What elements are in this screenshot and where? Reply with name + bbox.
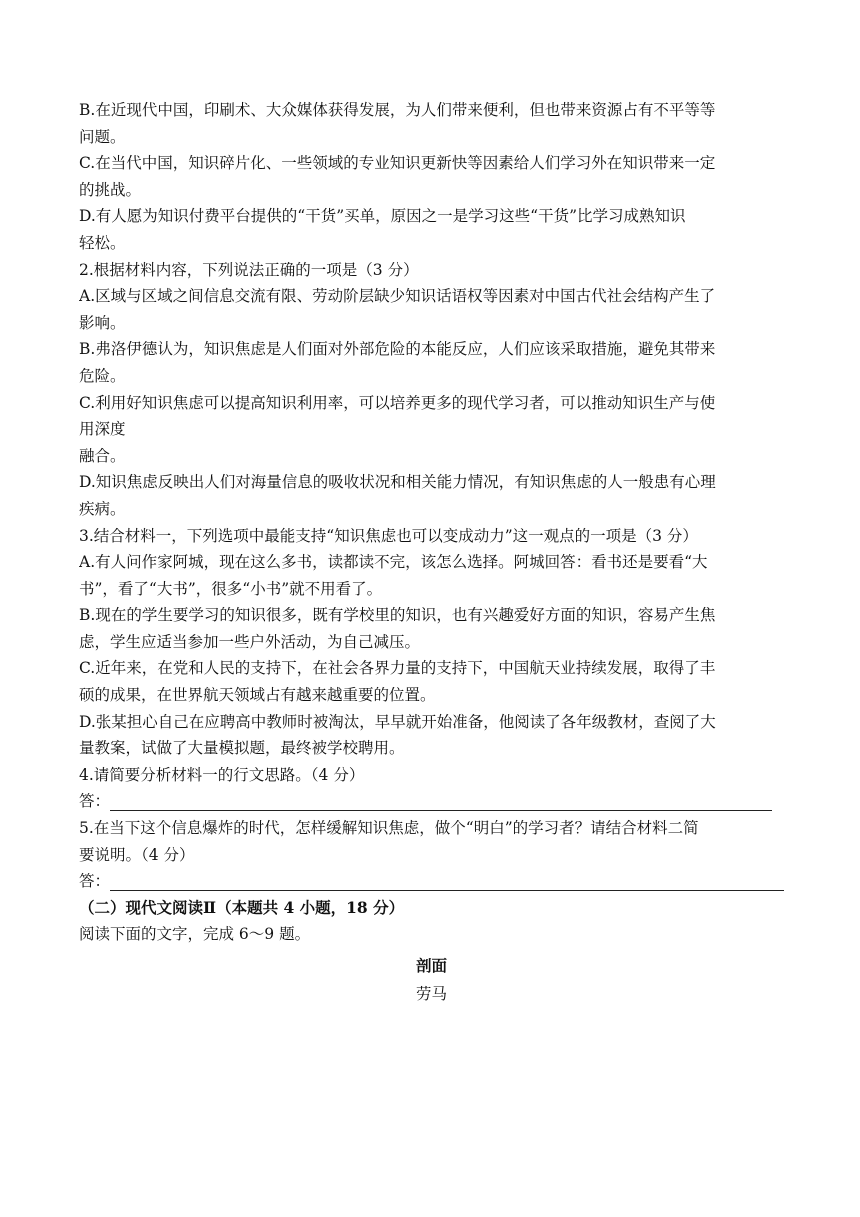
text-line: B.弗洛伊德认为，知识焦虑是人们面对外部危险的本能反应，人们应该采取措施，避免其带来 bbox=[79, 340, 716, 359]
text-line: 4.请简要分析材料一的行文思路。（4 分） bbox=[79, 765, 365, 784]
text-line: 轻松。 bbox=[79, 233, 126, 252]
text-line: 影响。 bbox=[79, 313, 126, 332]
text-line: 2.根据材料内容，下列说法正确的一项是（3 分） bbox=[79, 260, 419, 279]
text-line: D.有人愿为知识付费平台提供的“干货”买单，原因之一是学习这些“干货”比学习成熟知识 bbox=[79, 207, 686, 226]
article-author: 劳马 bbox=[415, 985, 447, 1003]
section-heading: （二）现代文阅读Ⅱ（本题共 4 小题，18 分） bbox=[79, 897, 405, 917]
text-line: 融合。 bbox=[79, 446, 126, 465]
text-line: 量教案，试做了大量模拟题，最终被学校聘用。 bbox=[79, 739, 405, 758]
text-line: A.区域与区域之间信息交流有限、劳动阶层缺少知识话语权等因素对中国古代社会结构产生了 bbox=[79, 287, 716, 306]
text-line: 问题。 bbox=[79, 127, 126, 146]
text-line: C.利用好知识焦虑可以提高知识利用率，可以培养更多的现代学习者，可以推动知识生产与使 bbox=[79, 393, 716, 412]
question-text-block bbox=[79, 97, 784, 788]
answer-line-q4[interactable] bbox=[79, 788, 784, 815]
text-line: 硕的成果，在世界航天领域占有越来越重要的位置。 bbox=[79, 686, 436, 705]
text-line: 书”，看了“大书”，很多“小书”就不用看了。 bbox=[79, 579, 383, 598]
answer-blank[interactable] bbox=[110, 870, 784, 891]
reading-instruction: 阅读下面的文字，完成 6～9 题。 bbox=[79, 925, 311, 944]
text-line: C.在当代中国，知识碎片化、一些领域的专业知识更新快等因素给人们学习外在知识带来一定 bbox=[79, 154, 716, 173]
text-line: A.有人问作家阿城，现在这么多书，读都读不完，该怎么选择。阿城回答：看书还是要看“大 bbox=[79, 553, 708, 572]
text-line: 虑，学生应适当参加一些户外活动，为自己减压。 bbox=[79, 632, 421, 651]
text-line: 疾病。 bbox=[79, 499, 126, 518]
answer-label: 答： bbox=[79, 792, 111, 811]
text-line: D.张某担心自己在应聘高中教师时被淘汰，早早就开始准备，他阅读了各年级教材，查阅了大 bbox=[79, 712, 716, 731]
text-line: 危险。 bbox=[79, 366, 126, 385]
text-line: 3.结合材料一，下列选项中最能支持“知识焦虑也可以变成动力”这一观点的一项是（3 分） bbox=[79, 526, 698, 545]
text-line: D.知识焦虑反映出人们对海量信息的吸收状况和相关能力情况，有知识焦虑的人一般患有心理 bbox=[79, 473, 716, 492]
answer-line-q5[interactable] bbox=[79, 868, 784, 895]
question-5-block bbox=[79, 815, 784, 868]
text-line: 用深度 bbox=[79, 420, 126, 439]
exam-page bbox=[79, 97, 784, 1008]
article-title: 剖面 bbox=[415, 956, 447, 975]
text-line: 5.在当下这个信息爆炸的时代，怎样缓解知识焦虑，做个“明白”的学习者？请结合材料二简 bbox=[79, 819, 699, 838]
text-line: B.在近现代中国，印刷术、大众媒体获得发展，为人们带来便利，但也带来资源占有不平等等 bbox=[79, 101, 716, 119]
text-line: 的挑战。 bbox=[79, 180, 142, 199]
answer-label: 答： bbox=[79, 872, 111, 891]
answer-blank[interactable] bbox=[110, 790, 772, 811]
text-line: 要说明。（4 分） bbox=[79, 845, 195, 864]
text-line: B.现在的学生要学习的知识很多，既有学校里的知识，也有兴趣爱好方面的知识，容易产生焦 bbox=[79, 606, 716, 625]
text-line: C.近年来，在党和人民的支持下，在社会各界力量的支持下，中国航天业持续发展，取得了丰 bbox=[79, 659, 716, 678]
